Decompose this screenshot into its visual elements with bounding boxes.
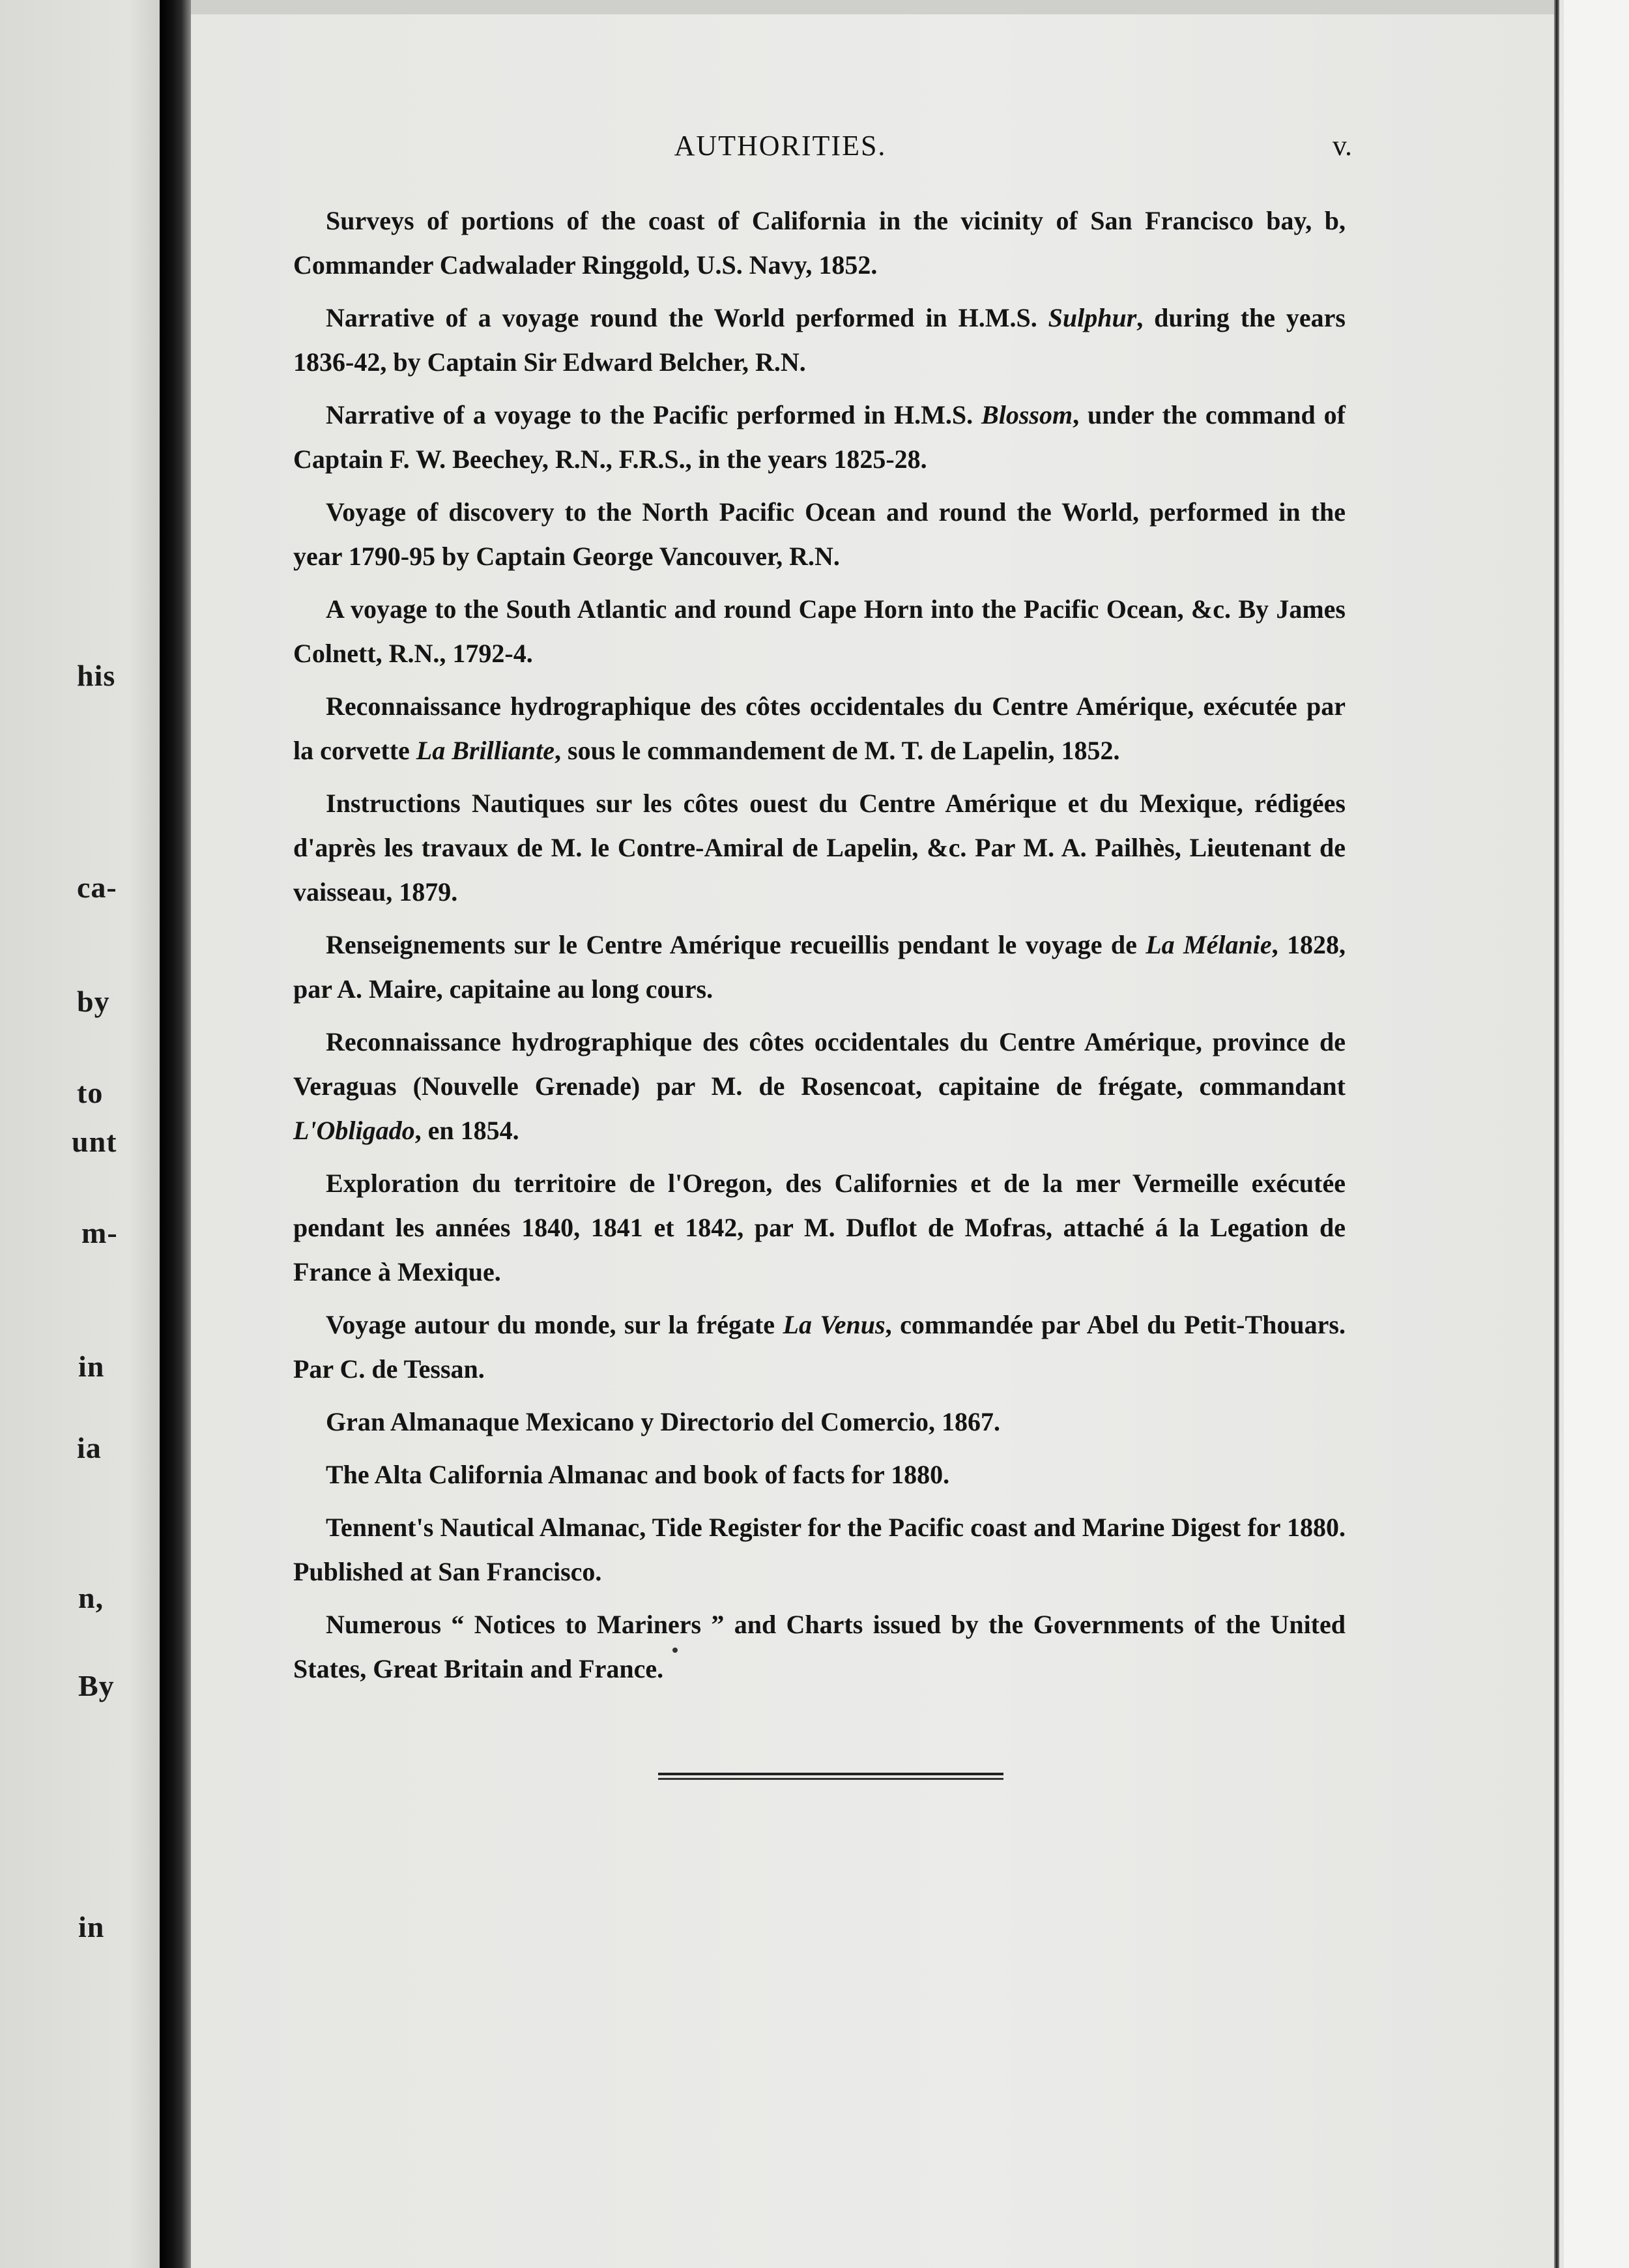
entry-text: Surveys of portions of the coast of California in the vicinity of San Francisco bay, b, Commander Cadwalader Ringgold, U.S. Navy, 1852.: [293, 206, 1346, 280]
ship-name: L'Obligado: [293, 1116, 415, 1145]
authority-entry: [293, 781, 1346, 914]
entry-text: , during the years 1836-42, by Captain Sir Edward Belcher, R.N.: [293, 303, 1346, 377]
ship-name: Blossom: [981, 400, 1073, 429]
stray-mark: [672, 1648, 678, 1653]
entry-text: A voyage to the South Atlantic and round Cape Horn into the Pacific Ocean, &c. By James Colnett, R.N., 1792-4.: [293, 594, 1346, 668]
entry-text: , en 1854.: [414, 1116, 519, 1145]
rule-line-top: [658, 1773, 1003, 1775]
section-end-rule: [658, 1773, 1003, 1782]
facing-page-fragment: his: [77, 659, 116, 692]
right-margin: [1564, 0, 1629, 2268]
facing-page-fragment: by: [77, 985, 110, 1018]
page-title: AUTHORITIES.: [674, 130, 887, 162]
ship-name: La Mélanie: [1146, 930, 1272, 959]
facing-page-fragment: ia: [77, 1431, 102, 1464]
entry-text: Reconnaissance hydrographique des côtes occidentales du Centre Amérique, province de Veraguas (Nouvelle Grenade) par M. de Rosencoat, capitaine de frégate, commandant: [293, 1027, 1346, 1101]
entry-text: Voyage autour du monde, sur la frégate: [326, 1310, 783, 1339]
authority-entry: [293, 923, 1346, 1011]
top-margin-band: [191, 0, 1554, 14]
facing-page-fragment: By: [78, 1669, 115, 1702]
facing-page-fragment: n,: [78, 1581, 104, 1614]
authority-entry: [293, 1603, 1346, 1691]
entry-text: , under the command of Captain F. W. Beechey, R.N., F.R.S., in the years 1825-28.: [293, 400, 1346, 474]
entry-text: Numerous “ Notices to Mariners ” and Charts issued by the Governments of the United States, Great Britain and France.: [293, 1610, 1346, 1683]
entry-text: Narrative of a voyage round the World performed in H.M.S.: [326, 303, 1048, 332]
entry-text: Narrative of a voyage to the Pacific performed in H.M.S.: [326, 400, 982, 429]
authority-entry: [293, 1161, 1346, 1294]
entry-text: Gran Almanaque Mexicano y Directorio del Comercio, 1867.: [326, 1407, 1001, 1436]
authority-entry: [293, 393, 1346, 482]
entry-text: Tennent's Nautical Almanac, Tide Register for the Pacific coast and Marine Digest for 1880. Published at San Francisco.: [293, 1513, 1346, 1586]
facing-page-fragment: to: [77, 1076, 104, 1109]
authority-entry: [293, 296, 1346, 385]
authority-entry: [293, 684, 1346, 773]
authority-entry: [293, 490, 1346, 579]
authority-entry: [293, 1400, 1346, 1444]
facing-page-fragment: unt: [72, 1125, 117, 1158]
authority-entry: [293, 199, 1346, 287]
authority-entry: [293, 1020, 1346, 1153]
running-header: [209, 129, 1352, 175]
facing-page-fragment: m-: [81, 1216, 118, 1249]
facing-page-fragment: in: [78, 1910, 105, 1943]
ship-name: La Venus: [783, 1310, 886, 1339]
authority-entry: [293, 587, 1346, 676]
entry-text: The Alta California Almanac and book of facts for 1880.: [326, 1460, 950, 1489]
ship-name: Sulphur: [1048, 303, 1137, 332]
entry-text: Renseignements sur le Centre Amérique recueillis pendant le voyage de: [326, 930, 1146, 959]
rule-line-bottom: [658, 1778, 1003, 1780]
authority-entry: [293, 1453, 1346, 1497]
entry-text: Instructions Nautiques sur les côtes ouest du Centre Amérique et du Mexique, rédigées d'après les travaux de M. le Contre-Amiral de Lapelin, &c. Par M. A. Pailhès, Lieutenant de vaisseau, 1879.: [293, 789, 1346, 907]
page-number: v.: [1332, 130, 1352, 162]
entry-text: Exploration du territoire de l'Oregon, des Californies et de la mer Vermeille exécutée pendant les années 1840, 1841 et 1842, par M. Duflot de Mofras, attaché á la Legation de France à Mexique.: [293, 1169, 1346, 1287]
entry-text: , commandée par Abel du Petit-Thouars. Par C. de Tessan.: [293, 1310, 1346, 1384]
authority-entry: [293, 1505, 1346, 1594]
entry-text: , sous le commandement de M. T. de Lapelin, 1852.: [555, 736, 1120, 765]
facing-page-fragment: ca-: [77, 871, 117, 904]
entry-text: , 1828, par A. Maire, capitaine au long cours.: [293, 930, 1346, 1004]
ship-name: La Brilliante: [416, 736, 555, 765]
authorities-list: [293, 199, 1346, 1700]
facing-page-fragment: in: [78, 1350, 105, 1383]
authority-entry: [293, 1303, 1346, 1391]
entry-text: Voyage of discovery to the North Pacific Ocean and round the World, performed in the year 1790-95 by Captain George Vancouver, R.N.: [293, 497, 1346, 571]
page-edge-line: [1554, 0, 1559, 2268]
book-spine-shadow: [160, 0, 191, 2268]
entry-text: Reconnaissance hydrographique des côtes occidentales du Centre Amérique, exécutée par la corvette: [293, 691, 1346, 765]
